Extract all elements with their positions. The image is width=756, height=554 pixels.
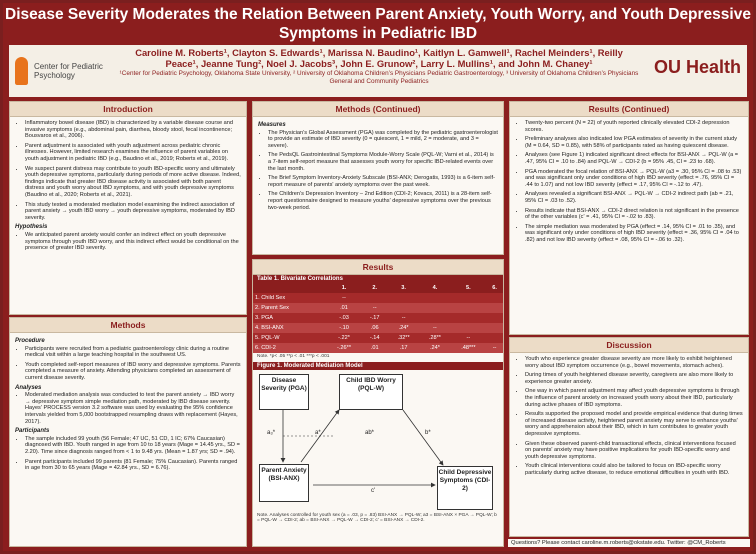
- table-header-cell: 6.: [486, 283, 503, 293]
- methods-cont-section: [252, 101, 504, 255]
- author-list: Caroline M. Roberts¹, Clayton S. Edwards¹, Marissa N. Baudino¹, Kaitlyn L. Gamwell¹, Rachel Meinders¹, Reilly Peace¹, Jeanne Tung², Noel J. Jacobs³, John E. Grunow², Larry L. Mullins¹, and John M. Chaney¹: [135, 47, 623, 69]
- correlation-table: [253, 283, 503, 353]
- table-cell: 4. BSI-ANX: [253, 323, 327, 333]
- discussion-heading: Discussion: [510, 338, 748, 353]
- result-bullet: • Analyses (see Figure 1) indicated significant direct effects for BSI-ANX → PQL-W (a = .47, 95% CI = .10 to .84) and PQL-W → CDI-2 (b = 95% .45, CI = .23 to .68).: [525, 152, 743, 165]
- figure-note: Note. Analyses controlled for youth sex (a = .03, p = .83) BSI-ANX → PQL-W; a3 = BSI-ANX × PGA → PQL-W; b = PQL-W → CDI-2; ab = BSI-ANX → PQL-W → CDI-2; c' = BSI-ANX → CDI-2.: [257, 513, 497, 523]
- table-cell: [451, 313, 487, 323]
- table-note: Note. *p< .05 **p < .01 ***p < .001: [257, 354, 330, 359]
- intro-section: [9, 101, 247, 315]
- table-cell: -.14: [361, 333, 387, 343]
- intro-bullet: • Inflammatory bowel disease (IBD) is characterized by a variable disease course and invasive symptoms (e.g., abdominal pain, diarrhea, bloody stool, fecal incontinence; Bousvaros et al., 2006).: [25, 120, 241, 140]
- table-cell: [451, 293, 487, 303]
- table-cell: --: [486, 343, 503, 353]
- node-parent-anxiety: Parent Anxiety (BSI-ANX): [259, 464, 309, 502]
- table-header-cell: 5.: [451, 283, 487, 293]
- result-bullet: • Analyses revealed a significant BSI-ANX → PQL-W → CDI-2 indirect path (ab = .21, 95% CI = .03 to .52).: [525, 191, 743, 204]
- results-heading: Results: [253, 260, 503, 275]
- table-cell: .06: [361, 323, 387, 333]
- table-cell: [486, 313, 503, 323]
- table-header-cell: 4.: [419, 283, 450, 293]
- label-b: b*: [425, 430, 431, 436]
- node-disease-severity: Disease Severity (PGA): [259, 374, 309, 410]
- discussion-bullet: • During times of youth heightened disease severity, caregivers are also more likely to experience greater anxiety.: [525, 372, 743, 385]
- table-header-cell: 1.: [327, 283, 362, 293]
- measure-bullet: • The Children’s Depression Inventory – 2nd Edition (CDI-2; Kovacs, 2011) is a 28-item self-report questionnaire designed to measure youths' depressive symptoms over the previous two-week period.: [268, 191, 498, 211]
- table-cell: -.26**: [327, 343, 362, 353]
- table-cell: .32**: [388, 333, 419, 343]
- table-cell: --: [419, 323, 450, 333]
- table-cell: .01: [327, 303, 362, 313]
- table-cell: [486, 333, 503, 343]
- methods-heading: Methods: [10, 318, 246, 333]
- contact-footer: Questions? Please contact caroline.m.roberts@okstate.edu. Twitter: @CM_Roberts: [508, 539, 750, 547]
- measure-bullet: • The Brief Symptom Inventory-Anxiety Subscale (BSI-ANX; Derogatis, 1993) is a 6-item self-report measure of parents' anxiety symptoms over the past week.: [268, 175, 498, 188]
- intro-bullet: • Parent adjustment is associated with youth adjustment across pediatric chronic illnesses. However, limited research examines the influence of parent variables on youth adjustment in pediatric IBD (e.g., Baudino et al., 2019; Roberts et al., 2019).: [25, 143, 241, 163]
- participants-heading: Participants: [15, 428, 50, 435]
- cpp-logo: [15, 51, 115, 91]
- table-row: [253, 323, 503, 333]
- table-cell: [486, 323, 503, 333]
- cpp-logo-text: Center for Pediatric Psychology: [34, 62, 103, 80]
- table-cell: 5. PQL-W: [253, 333, 327, 343]
- cpp-logo-icon: [15, 57, 28, 85]
- procedure-bullet: • Youth completed self-report measures of IBD worry and depressive symptoms. Parents completed a measure of anxiety. Attending physicians completed an assessment of current disease severity.: [25, 362, 241, 382]
- table-cell: --: [361, 303, 387, 313]
- methods-cont-heading: Methods (Continued): [253, 102, 503, 117]
- table-cell: [486, 293, 503, 303]
- table-row: [253, 313, 503, 323]
- table-cell: [486, 303, 503, 313]
- hypothesis-text: • We anticipated parent anxiety would confer an indirect effect on youth depressive symptoms through youth IBD worry, and this indirect effect would be conditional on the presence of greater IBD severity.: [25, 232, 241, 252]
- table-cell: [451, 303, 487, 313]
- table-cell: --: [451, 333, 487, 343]
- poster-title: Disease Severity Moderates the Relation Between Parent Anxiety, Youth Worry, and Youth Depressive Symptoms in Pediatric IBD: [5, 6, 751, 42]
- methods-section: [9, 317, 247, 547]
- poster: [3, 3, 753, 551]
- label-c: c': [371, 488, 376, 494]
- table-cell: -.03: [327, 313, 362, 323]
- discussion-bullet: • One way in which parent adjustment may affect youth depressive symptoms is through the influence of parent anxiety on increased youth worry about their IBD, particularly during active phases of IBD symptoms.: [525, 388, 743, 408]
- table-row: [253, 333, 503, 343]
- table-cell: [419, 303, 450, 313]
- ou-health-logo: OU Health: [653, 57, 741, 77]
- table-cell: .01: [361, 343, 387, 353]
- table-header-cell: 2.: [361, 283, 387, 293]
- table-cell: 1. Child Sex: [253, 293, 327, 303]
- analyses-text: • Moderated mediation analysis was conducted to test the parent anxiety → IBD worry → depressive symptom simple mediation path, moderated by IBD disease severity. Hayes' PROCESS version 3.2 software was used by evaluating the 95% confidence intervals yielded from 5,000 bootstrapped resampling draws with replacement (Hayes, 2017).: [25, 392, 241, 425]
- table-cell: [451, 323, 487, 333]
- header-band: [9, 45, 747, 97]
- discussion-bullet: • Youth who experience greater disease severity are more likely to exhibit heightened worry about IBD symptom occurrence (e.g., bowel movements, stomach aches).: [525, 356, 743, 369]
- node-child-worry: Child IBD Worry (PQL-W): [339, 374, 403, 410]
- table-cell: .24*: [419, 343, 450, 353]
- table-cell: 2. Parent Sex: [253, 303, 327, 313]
- measure-bullet: • The Physician’s Global Assessment (PGA) was completed by the pediatric gastroenterologist to provide an estimate of IBD severity (0 = quiescent, 1 = mild, 2 = moderate, and 3 = severe).: [268, 130, 498, 150]
- measures-heading: Measures: [258, 122, 286, 128]
- hypothesis-heading: Hypothesis: [15, 224, 48, 231]
- table-cell: -.10: [327, 323, 362, 333]
- table-header-cell: [253, 283, 327, 293]
- intro-bullet: • This study tested a moderated mediation model examining the indirect association of parent anxiety → youth IBD worry → youth depressive symptoms, moderated by IBD severity.: [25, 202, 241, 222]
- procedure-bullet: • Participants were recruited from a pediatric gastroenterology clinic during a routine medical visit within a large teaching hospital in the southwest US.: [25, 346, 241, 359]
- discussion-section: [509, 337, 749, 537]
- measure-bullet: • The PedsQL Gastrointestinal Symptoms Module-Worry Scale (PQL-W; Varni et al., 2014) is a 7-item self-report measure that assesses youth worry for specific IBD-related events over the last month.: [268, 152, 498, 172]
- affiliations: ¹Center for Pediatric Psychology, Oklahoma State University, ² University of Oklahoma Children’s Physicians Pediatric Gastroenterology, ³ University of Oklahoma Children’s Physicians General and Community Pediatrics: [119, 70, 639, 85]
- table-cell: .28**: [419, 333, 450, 343]
- result-bullet: • The simple mediation was moderated by PGA (effect = .14, 95% CI = .01 to .35), and was significant only under conditions of high IBD severity (effect = .36, 95% CI = .04 to .82) and not low IBD severity (effect = .08, 95% CI = -.06 to .32).: [525, 224, 743, 244]
- table-cell: -.22*: [327, 333, 362, 343]
- table-cell: 6. CDI-2: [253, 343, 327, 353]
- intro-heading: Introduction: [10, 102, 246, 117]
- table-cell: [419, 313, 450, 323]
- label-a3: a₃*: [267, 430, 276, 436]
- path-b-arrow: [403, 410, 443, 465]
- discussion-bullet: • Youth clinical interventions could also be tailored to focus on IBD-specific worry particularly during active disease, to reduce emotional difficulties in youth with IBD.: [525, 463, 743, 476]
- results-cont-heading: Results (Continued): [510, 102, 748, 117]
- participants-bullet: • Parent participants included 99 parents (81 Female; 75% Caucasian). Parents ranged in age from 30 to 65 years (Mage = 42.84 yrs., SD = 6.76).: [25, 459, 241, 472]
- table-cell: .17: [388, 343, 419, 353]
- figure-caption: Figure 1. Moderated Mediation Model: [253, 362, 503, 370]
- table-cell: [361, 293, 387, 303]
- table-cell: [388, 293, 419, 303]
- results-cont-section: [509, 101, 749, 335]
- table-cell: -.17: [361, 313, 387, 323]
- label-ab: ab*: [365, 430, 375, 436]
- participants-bullet: • The sample included 99 youth (56 Female; 47 UC, 51 CD, 1 IC; 67% Caucasian) diagnosed with IBD. Youth ranged in age from 10 to 18 years (Mage = 14.45 yrs., SD = 2.20). Time since diagnosis ranged from < 1 to 9.48 yrs. (Mean = 1.87 yrs; SD = .94).: [25, 436, 241, 456]
- label-a: a*: [315, 430, 321, 436]
- procedure-heading: Procedure: [15, 338, 45, 344]
- result-bullet: • Results indicate that BSI-ANX → CDI-2 direct relation is not significant in the presence of the other variables (c' = .41, 95% CI = -.02 to .83).: [525, 208, 743, 221]
- mediation-figure: [253, 370, 503, 512]
- table-header-cell: 3.: [388, 283, 419, 293]
- discussion-bullet: • Results supported the proposed model and provide empirical evidence that during times of increased disease activity, heightened parent anxiety may serve to enhance youths' worry and apprehension about their IBD, which in turn contributes to greater youth depressive symptoms.: [525, 411, 743, 437]
- result-bullet: • Twenty-two percent (N = 22) of youth reported clinically elevated CDI-2 depression scores.: [525, 120, 743, 133]
- table-cell: 3. PGA: [253, 313, 327, 323]
- table-row: [253, 343, 503, 353]
- intro-bullet: • We suspect parent distress may contribute to youth IBD-specific worry and ultimately youth depressive symptoms, particularly during periods of more active disease. Indeed, findings indicate that greater IBD disease activity is associated with both parent distress and youth worry about IBD symptoms, and with youth depressive symptoms (Baudino et al., 2020; Roberts et al., 2021).: [25, 166, 241, 199]
- result-bullet: • Preliminary analyses also indicated low PGA estimates of severity in the current study (M = 0.64, SD = 0.85), with 58% of participants rated as having quiescent disease.: [525, 136, 743, 149]
- table-cell: [388, 303, 419, 313]
- table-cell: --: [388, 313, 419, 323]
- result-bullet: • PGA moderated the focal relation of BSI-ANX → PQL-W (a3 = .30, 95% CI = .08 to .53) and was significant only under conditions of high IBD severity (effect = .76, 95% CI = .44 to 1.07) and not low IBD severity (effect = .17, 95% CI = -.12 to .47).: [525, 169, 743, 189]
- node-child-depressive: Child Depressive Symptoms (CDI-2): [437, 466, 493, 510]
- discussion-bullet: • Given these observed parent-child transactional effects, clinical interventions focused on parents' anxiety may have positive implications for youth IBD-specific worry and youth depressive symptoms.: [525, 441, 743, 461]
- table-row: [253, 293, 503, 303]
- table-cell: [419, 293, 450, 303]
- table-cell: .48***: [451, 343, 487, 353]
- analyses-heading: Analyses: [15, 384, 42, 391]
- table-row: [253, 303, 503, 313]
- table-caption: Table 1. Bivariate Correlations: [253, 275, 503, 283]
- results-section: [252, 259, 504, 547]
- table-cell: --: [327, 293, 362, 303]
- table-cell: .24*: [388, 323, 419, 333]
